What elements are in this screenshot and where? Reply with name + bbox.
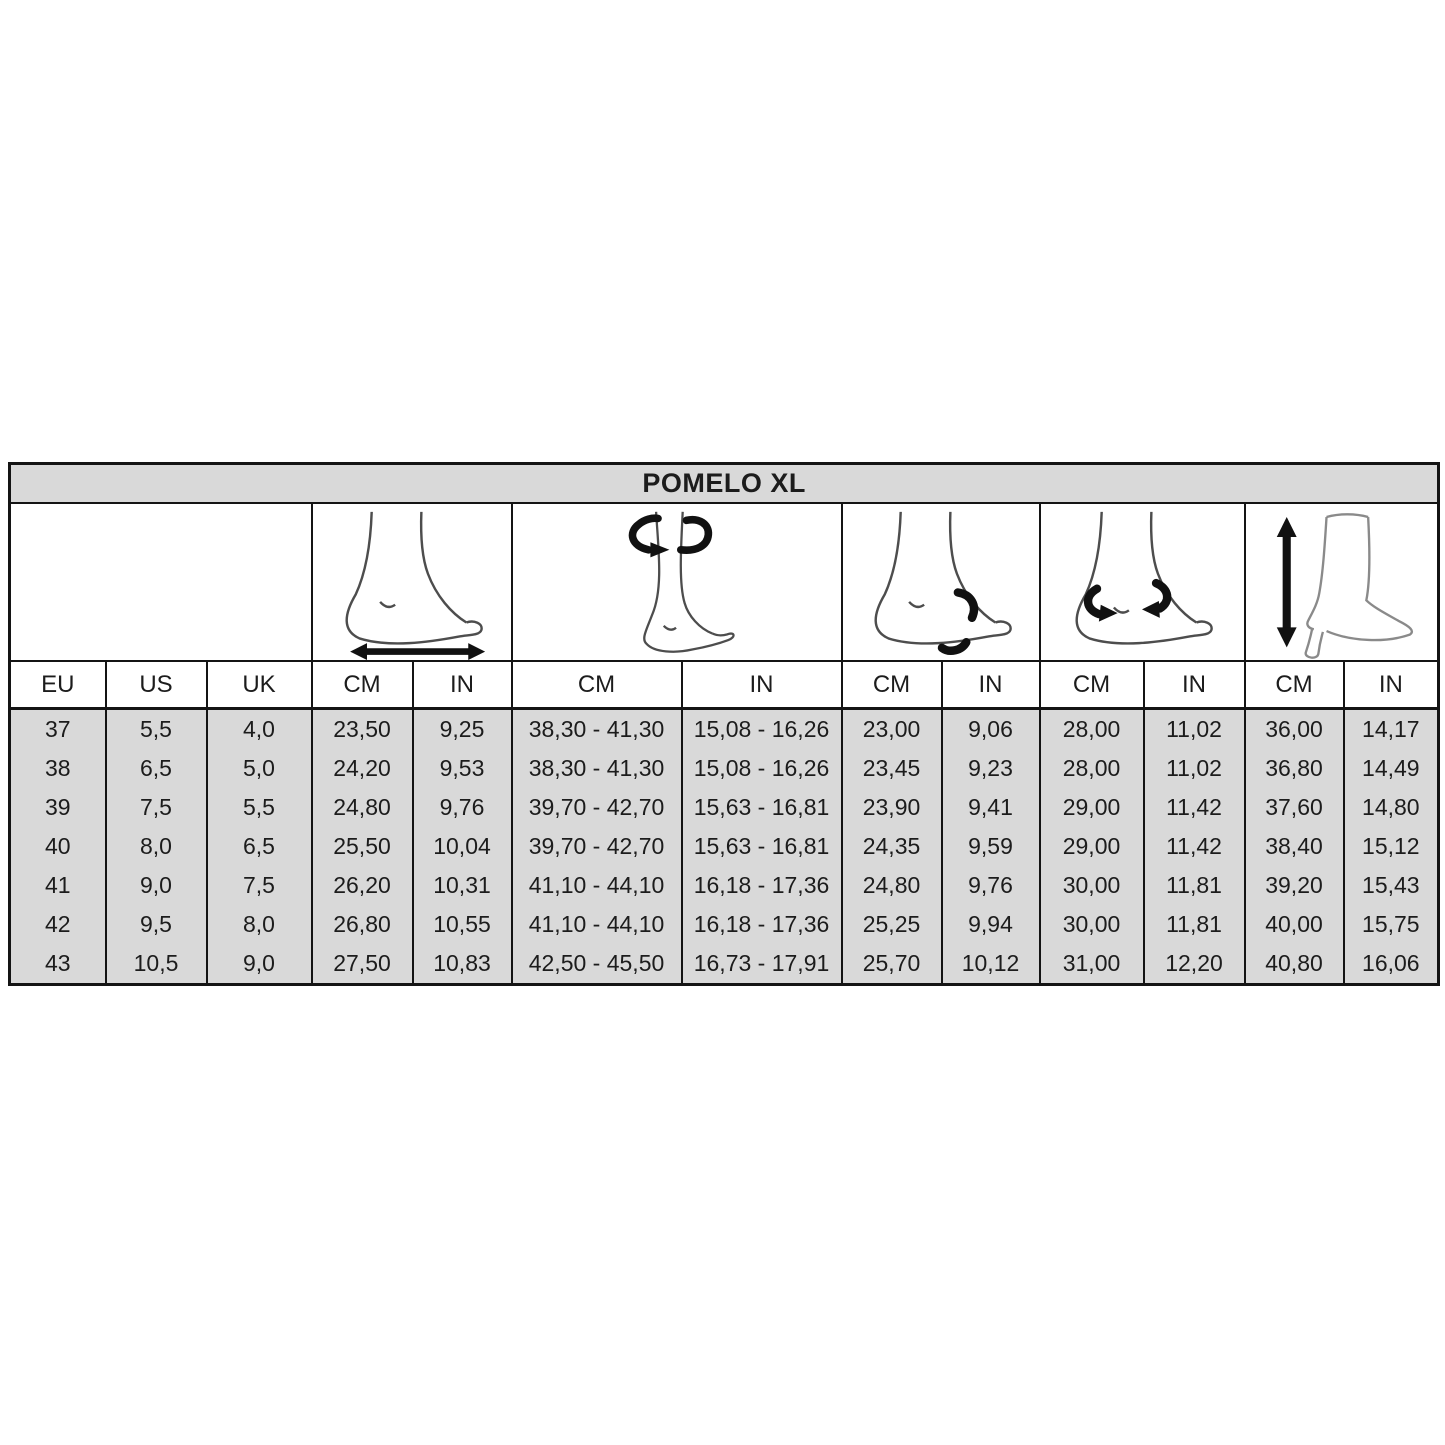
table-cell: 23,00 — [842, 709, 942, 750]
column-header-row — [10, 661, 1439, 709]
table-cell: 28,00 — [1040, 709, 1144, 750]
table-cell: 11,42 — [1144, 827, 1245, 866]
table-cell: 24,80 — [312, 788, 413, 827]
table-row — [10, 788, 1439, 827]
column-header: CM — [1245, 661, 1344, 709]
foot-length-icon-cell — [312, 503, 512, 661]
table-cell: 37,60 — [1245, 788, 1344, 827]
table-cell: 9,23 — [942, 749, 1040, 788]
table-cell: 6,5 — [207, 827, 312, 866]
table-cell: 39,70 - 42,70 — [512, 788, 682, 827]
table-cell: 23,90 — [842, 788, 942, 827]
table-cell: 25,50 — [312, 827, 413, 866]
table-cell: 15,63 - 16,81 — [682, 788, 842, 827]
column-header: UK — [207, 661, 312, 709]
table-cell: 14,49 — [1344, 749, 1439, 788]
ankle-circumference-icon — [1047, 510, 1237, 660]
table-cell: 9,0 — [106, 866, 207, 905]
table-cell: 39,20 — [1245, 866, 1344, 905]
table-cell: 10,31 — [413, 866, 512, 905]
column-header: IN — [1144, 661, 1245, 709]
table-cell: 9,41 — [942, 788, 1040, 827]
table-cell: 8,0 — [106, 827, 207, 866]
table-cell: 9,76 — [942, 866, 1040, 905]
table-cell: 40,00 — [1245, 905, 1344, 944]
table-cell: 28,00 — [1040, 749, 1144, 788]
table-cell: 27,50 — [312, 944, 413, 985]
table-cell: 24,20 — [312, 749, 413, 788]
column-header: US — [106, 661, 207, 709]
table-cell: 26,80 — [312, 905, 413, 944]
table-cell: 15,75 — [1344, 905, 1439, 944]
table-cell: 11,02 — [1144, 749, 1245, 788]
table-cell: 10,04 — [413, 827, 512, 866]
table-cell: 11,81 — [1144, 905, 1245, 944]
table-cell: 5,5 — [207, 788, 312, 827]
column-header: IN — [1344, 661, 1439, 709]
table-cell: 16,73 - 17,91 — [682, 944, 842, 985]
table-cell: 41 — [10, 866, 106, 905]
column-header: CM — [312, 661, 413, 709]
table-row — [10, 905, 1439, 944]
table-cell: 8,0 — [207, 905, 312, 944]
table-cell: 38,40 — [1245, 827, 1344, 866]
table-cell: 15,63 - 16,81 — [682, 827, 842, 866]
table-cell: 24,35 — [842, 827, 942, 866]
table-cell: 9,59 — [942, 827, 1040, 866]
empty-corner-cell — [10, 503, 312, 661]
size-chart — [8, 462, 1440, 986]
table-cell: 30,00 — [1040, 866, 1144, 905]
table-cell: 42,50 - 45,50 — [512, 944, 682, 985]
foot-length-icon — [317, 510, 507, 660]
table-cell: 42 — [10, 905, 106, 944]
table-cell: 16,18 - 17,36 — [682, 866, 842, 905]
table-cell: 23,45 — [842, 749, 942, 788]
table-cell: 38 — [10, 749, 106, 788]
table-cell: 16,18 - 17,36 — [682, 905, 842, 944]
column-header: EU — [10, 661, 106, 709]
table-cell: 39,70 - 42,70 — [512, 827, 682, 866]
table-cell: 15,08 - 16,26 — [682, 749, 842, 788]
table-row — [10, 709, 1439, 750]
table-cell: 38,30 - 41,30 — [512, 709, 682, 750]
table-cell: 23,50 — [312, 709, 413, 750]
table-cell: 10,83 — [413, 944, 512, 985]
table-cell: 36,80 — [1245, 749, 1344, 788]
table-cell: 9,5 — [106, 905, 207, 944]
table-cell: 6,5 — [106, 749, 207, 788]
boot-height-icon — [1246, 508, 1436, 660]
title-row — [10, 464, 1439, 504]
table-cell: 10,5 — [106, 944, 207, 985]
table-cell: 25,25 — [842, 905, 942, 944]
table-body — [10, 709, 1439, 985]
table-cell: 29,00 — [1040, 827, 1144, 866]
table-row — [10, 827, 1439, 866]
heel-circumference-icon-cell — [842, 503, 1040, 661]
table-cell: 7,5 — [106, 788, 207, 827]
table-cell: 7,5 — [207, 866, 312, 905]
table-cell: 15,12 — [1344, 827, 1439, 866]
table-cell: 5,0 — [207, 749, 312, 788]
table-cell: 15,08 - 16,26 — [682, 709, 842, 750]
table-cell: 5,5 — [106, 709, 207, 750]
table-cell: 10,55 — [413, 905, 512, 944]
heel-circumference-icon — [846, 510, 1036, 660]
column-header: CM — [1040, 661, 1144, 709]
table-row — [10, 866, 1439, 905]
size-chart-table — [8, 462, 1440, 986]
table-cell: 38,30 - 41,30 — [512, 749, 682, 788]
table-cell: 43 — [10, 944, 106, 985]
table-cell: 9,94 — [942, 905, 1040, 944]
table-cell: 40 — [10, 827, 106, 866]
table-cell: 9,0 — [207, 944, 312, 985]
table-row — [10, 749, 1439, 788]
table-cell: 31,00 — [1040, 944, 1144, 985]
table-cell: 37 — [10, 709, 106, 750]
calf-circumference-icon — [577, 508, 777, 660]
calf-circumference-icon-cell — [512, 503, 842, 661]
table-cell: 25,70 — [842, 944, 942, 985]
table-cell: 14,80 — [1344, 788, 1439, 827]
table-cell: 15,43 — [1344, 866, 1439, 905]
table-cell: 30,00 — [1040, 905, 1144, 944]
table-cell: 12,20 — [1144, 944, 1245, 985]
table-cell: 41,10 - 44,10 — [512, 905, 682, 944]
measurement-icons-row — [10, 503, 1439, 661]
table-cell: 10,12 — [942, 944, 1040, 985]
table-cell: 24,80 — [842, 866, 942, 905]
table-cell: 11,42 — [1144, 788, 1245, 827]
table-cell: 11,81 — [1144, 866, 1245, 905]
column-header: IN — [942, 661, 1040, 709]
table-cell: 29,00 — [1040, 788, 1144, 827]
table-cell: 9,76 — [413, 788, 512, 827]
table-cell: 16,06 — [1344, 944, 1439, 985]
table-cell: 26,20 — [312, 866, 413, 905]
table-cell: 36,00 — [1245, 709, 1344, 750]
column-header: IN — [682, 661, 842, 709]
column-header: CM — [842, 661, 942, 709]
table-cell: 41,10 - 44,10 — [512, 866, 682, 905]
table-cell: 9,53 — [413, 749, 512, 788]
table-cell: 4,0 — [207, 709, 312, 750]
table-title: POMELO XL — [10, 464, 1439, 504]
boot-height-icon-cell — [1245, 503, 1439, 661]
table-cell: 40,80 — [1245, 944, 1344, 985]
table-cell: 9,06 — [942, 709, 1040, 750]
ankle-circumference-icon-cell — [1040, 503, 1245, 661]
table-cell: 9,25 — [413, 709, 512, 750]
column-header: CM — [512, 661, 682, 709]
table-cell: 14,17 — [1344, 709, 1439, 750]
table-row — [10, 944, 1439, 985]
table-cell: 39 — [10, 788, 106, 827]
table-cell: 11,02 — [1144, 709, 1245, 750]
column-header: IN — [413, 661, 512, 709]
